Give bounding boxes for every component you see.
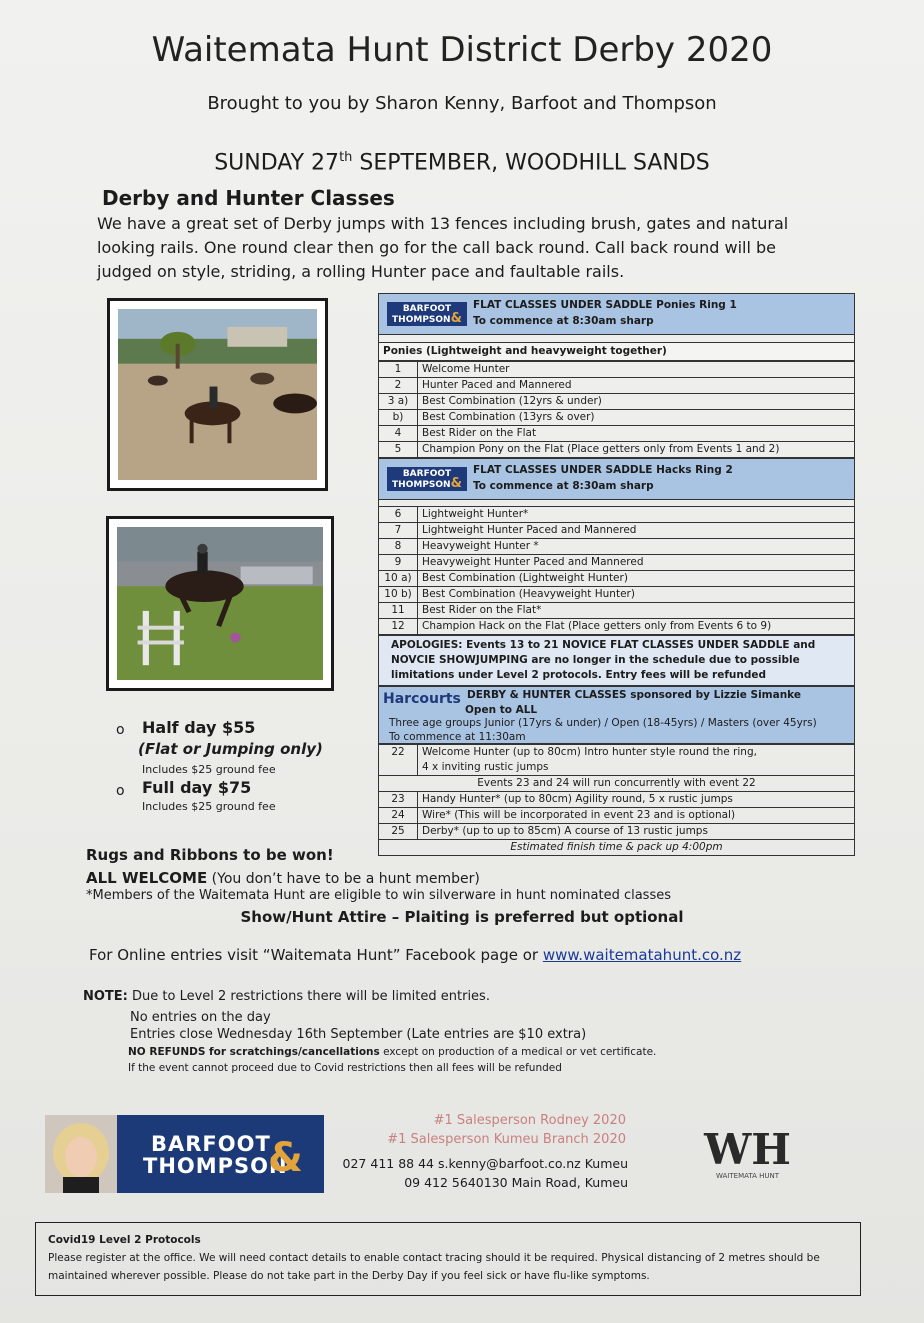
class-name: Derby* (up to up to 85cm) A course of 13 rustic jumps [418, 824, 855, 840]
note-line-5: If the event cannot proceed due to Covid restrictions then all fees will be refunded [128, 1062, 562, 1074]
note-line-2: No entries on the day [130, 1010, 271, 1025]
table-row: 22 Welcome Hunter (up to 80cm) Intro hunter style round the ring, 4 x inviting rustic jumps [379, 745, 855, 776]
event-title: Waitemata Hunt District Derby 2020 [151, 30, 773, 70]
agent-contact-1: 027 411 88 44 s.kenny@barfoot.co.nz Kumeu [342, 1156, 628, 1171]
class-number: 1 [379, 362, 418, 378]
event-date: SUNDAY 27th SEPTEMBER, WOODHILL SANDS [214, 150, 710, 176]
barfoot-thompson-banner [45, 1115, 324, 1193]
half-day-price: Half day $55 [142, 718, 256, 737]
barfoot-logo-small: BARFOOT THOMPSON& [387, 467, 467, 491]
arena-photo-image [118, 309, 317, 480]
derby-heading: Derby and Hunter Classes [102, 186, 395, 210]
hacks-classes [378, 506, 855, 635]
class-name: Hunter Paced and Mannered [418, 378, 855, 394]
class-name: Best Combination (12yrs & under) [418, 394, 855, 410]
class-number: 9 [379, 555, 418, 571]
class-number: 10 b) [379, 587, 418, 603]
class-number: 11 [379, 603, 418, 619]
half-day-bullet: o [116, 722, 125, 738]
ampersand-mark: & [268, 1135, 303, 1181]
covid-notice: Covid19 Level 2 Protocols Please register at the office. We will need contact details to enable contact tracing should it be required. Physical distancing of 2 metres should be maintained wherever possible. Please do not take part in the Derby Day if you feel sick or have flu-like symptoms. [35, 1222, 861, 1296]
online-entries: For Online entries visit “Waitemata Hunt” Facebook page or www.waitematahunt.co.nz [89, 946, 742, 964]
agent-contact-2: 09 412 5640130 Main Road, Kumeu [404, 1175, 628, 1190]
table-row [379, 555, 855, 571]
class-number: 7 [379, 523, 418, 539]
table-row [379, 824, 855, 840]
award-1: #1 Salesperson Rodney 2020 [433, 1113, 626, 1128]
class-number: 6 [379, 507, 418, 523]
class-number: 24 [379, 808, 418, 824]
website-link[interactable]: www.waitematahunt.co.nz [542, 946, 742, 964]
attire-note: Show/Hunt Attire – Plaiting is preferred but optional [240, 908, 684, 926]
class-name: Heavyweight Hunter * [418, 539, 855, 555]
table-row: Events 23 and 24 will run concurrently with event 22 [379, 776, 855, 792]
class-name: Best Combination (13yrs & over) [418, 410, 855, 426]
arena-photo [107, 298, 328, 491]
class-number: 12 [379, 619, 418, 635]
class-name: Best Combination (Heavyweight Hunter) [418, 587, 855, 603]
class-name: Lightweight Hunter* [418, 507, 855, 523]
agent-photo-image [45, 1115, 117, 1193]
class-number: 4 [379, 426, 418, 442]
class-number: 5 [379, 442, 418, 458]
table-row [379, 539, 855, 555]
ponies-classes [378, 361, 855, 458]
table-row [379, 808, 855, 824]
note-line-4: NO REFUNDS for scratchings/cancellations except on production of a medical or vet certificate. [128, 1046, 657, 1058]
barfoot-wordmark: BARFOOT THOMPSON [143, 1132, 288, 1178]
schedule-table [378, 293, 855, 856]
table-row [379, 362, 855, 378]
ponies-ring-header: BARFOOT THOMPSON& FLAT CLASSES UNDER SADDLE Ponies Ring 1 To commence at 8:30am sharp [378, 293, 855, 335]
class-name: Welcome Hunter [418, 362, 855, 378]
barfoot-logo-small: BARFOOT THOMPSON& [387, 302, 467, 326]
harcourts-header: Harcourts DERBY & HUNTER CLASSES sponsored by Lizzie Simanke Open to ALL Three age groups Junior (17yrs & under) / Open (18-45yrs) / Masters (over 45yrs) To commence at 11:30am [378, 686, 855, 744]
class-name: Wire* (This will be incorporated in event 23 and is optional) [418, 808, 855, 824]
table-row [379, 394, 855, 410]
class-name: Champion Hack on the Flat (Place getters only from Events 6 to 9) [418, 619, 855, 635]
all-welcome: ALL WELCOME (You don’t have to be a hunt member) [86, 869, 480, 887]
table-row [379, 442, 855, 458]
table-row [379, 426, 855, 442]
class-number: 3 a) [379, 394, 418, 410]
table-row [379, 410, 855, 426]
harcourts-logo: Harcourts [383, 691, 461, 707]
full-day-bullet: o [116, 783, 125, 799]
note-line-3: Entries close Wednesday 16th September (Late entries are $10 extra) [130, 1027, 587, 1042]
class-number: 10 a) [379, 571, 418, 587]
class-name: Best Combination (Lightweight Hunter) [418, 571, 855, 587]
agent-photo [45, 1115, 117, 1193]
table-row [379, 619, 855, 635]
jumping-photo [106, 516, 334, 691]
half-day-note: (Flat or Jumping only) [138, 740, 323, 758]
intro-paragraph: We have a great set of Derby jumps with 13 fences including brush, gates and natural looking rails. One round clear then go for the call back round. Call back round will be judged on style, striding, a rolling Hunter pace and faultable rails. [97, 214, 789, 281]
table-row [379, 587, 855, 603]
waitemata-hunt-logo: WH WAITEMATA HUNT [704, 1125, 791, 1180]
members-note: *Members of the Waitemata Hunt are eligible to win silverware in hunt nominated classes [86, 888, 671, 903]
hacks-ring-header: BARFOOT THOMPSON& FLAT CLASSES UNDER SADDLE Hacks Ring 2 To commence at 8:30am sharp [378, 458, 855, 500]
apologies-notice: APOLOGIES: Events 13 to 21 NOVICE FLAT CLASSES UNDER SADDLE and NOVCIE SHOWJUMPING are no longer in the schedule due to possible limitations under Level 2 protocols. Entry fees will be refunded [378, 635, 855, 686]
table-row [379, 523, 855, 539]
rugs-ribbons: Rugs and Ribbons to be won! [86, 846, 334, 864]
class-number: 2 [379, 378, 418, 394]
full-day-price: Full day $75 [142, 778, 252, 797]
class-number: 25 [379, 824, 418, 840]
table-row [379, 378, 855, 394]
table-row [379, 792, 855, 808]
class-name: Best Rider on the Flat [418, 426, 855, 442]
ponies-label: Ponies (Lightweight and heavyweight together) [378, 342, 855, 361]
class-name: Lightweight Hunter Paced and Mannered [418, 523, 855, 539]
event-subtitle: Brought to you by Sharon Kenny, Barfoot and Thompson [207, 93, 717, 114]
class-number: 23 [379, 792, 418, 808]
class-name: Handy Hunter* (up to 80cm) Agility round, 5 x rustic jumps [418, 792, 855, 808]
table-row [379, 507, 855, 523]
table-row [379, 571, 855, 587]
class-number: 8 [379, 539, 418, 555]
class-number: b) [379, 410, 418, 426]
derby-classes [378, 744, 855, 856]
half-day-fee: Includes $25 ground fee [142, 763, 276, 776]
class-name: Champion Pony on the Flat (Place getters only from Events 1 and 2) [418, 442, 855, 458]
table-row [379, 603, 855, 619]
class-name: Heavyweight Hunter Paced and Mannered [418, 555, 855, 571]
jumping-photo-image [117, 527, 323, 680]
note-line-1: NOTE: Due to Level 2 restrictions there will be limited entries. [83, 989, 490, 1004]
class-name: Best Rider on the Flat* [418, 603, 855, 619]
table-row: Estimated finish time & pack up 4:00pm [379, 840, 855, 856]
award-2: #1 Salesperson Kumeu Branch 2020 [387, 1132, 626, 1147]
full-day-fee: Includes $25 ground fee [142, 800, 276, 813]
